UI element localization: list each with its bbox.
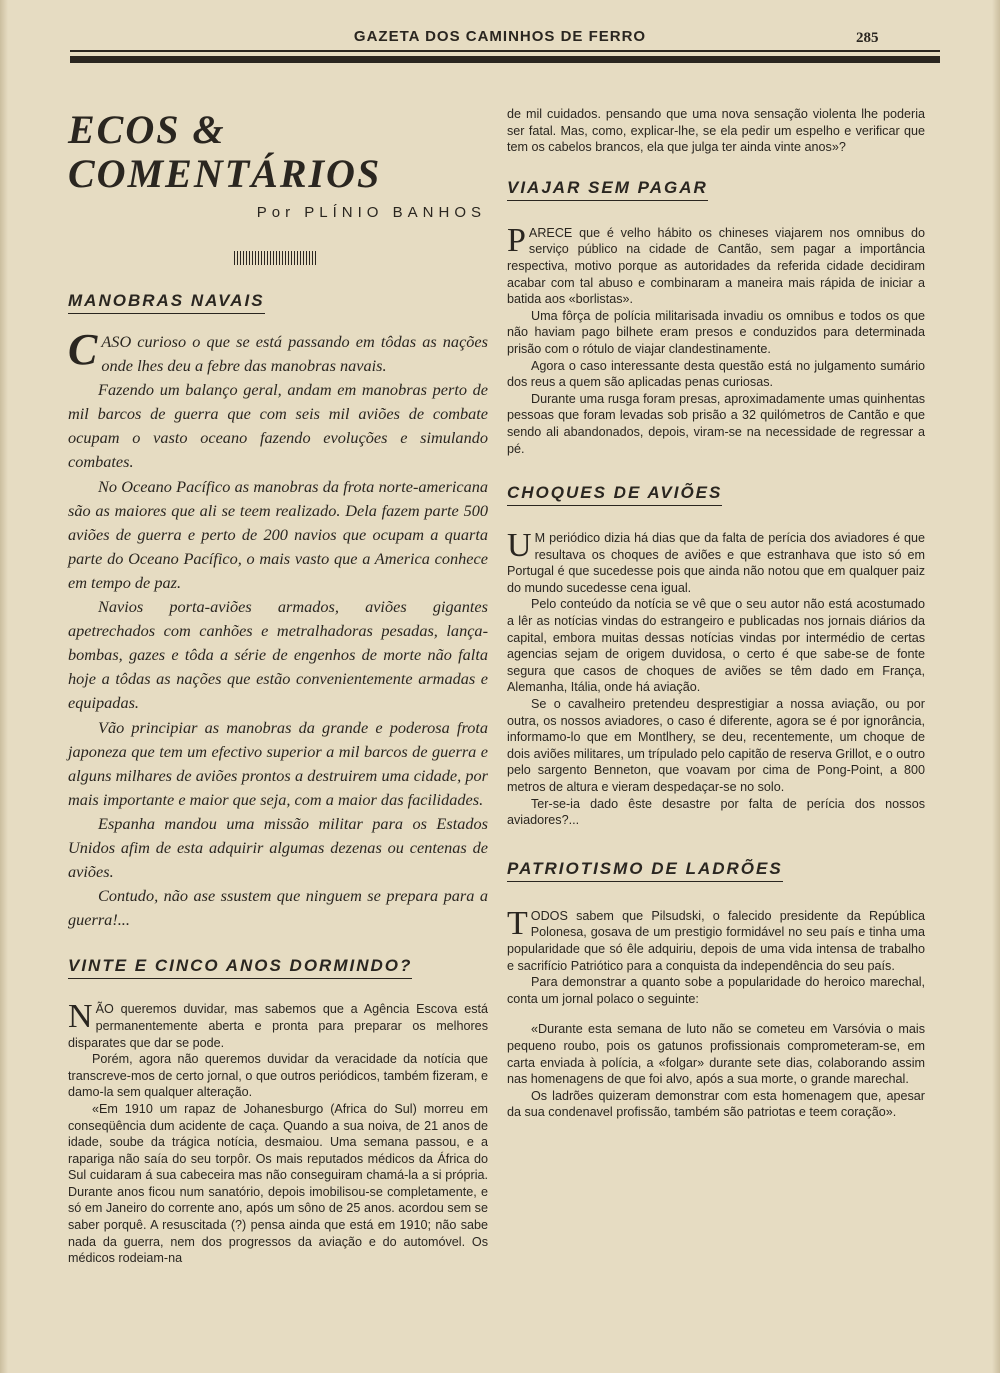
right-column [507,106,925,1121]
paragraph: Durante uma rusga foram presas, aproximadamente umas quinhentas pessoas que foram levadas sob prisão a 32 quilómetros de Cantão e que sendo ali abandonados, depois, viram-se na necessidade de regressar a pé. [507,391,925,456]
paragraph: Fazendo um balanço geral, andam em manobras perto de mil barcos de guerra que com seis mil aviões de combate ocupam o vasto oceano fazendo evoluções e simulando combates. [68,380,488,472]
decorative-ornament [234,251,318,265]
paragraph: «Durante esta semana de luto não se cometeu em Varsóvia o mais pequeno roubo, pois os gatunos profissionais comprometeram-se, em carta enviada à polícia, a «folgar» durante sete dias, colaborando assim nas homenagens de que foi alvo, após a sua morte, o grande marechal. [507,1022,925,1087]
drop-cap: N [68,998,93,1036]
drop-cap: T [507,904,528,942]
section-heading-patriotismo: PATRIOTISMO DE LADRÕES [507,859,783,882]
page-number: 285 [856,30,879,46]
paragraph: TODOS sabem que Pilsudski, o falecido presidente da República Polonesa, gosava de um prestigio formidável no seu país e tinha uma popularidade que só êle adquiriu, depois de uma vida intensa de trabalho e sacrifício Patriótico para a conquista da independência do seu país. [507,904,925,973]
paragraph: Contudo, não ase ssustem que ninguem se prepara para a guerra!... [68,886,488,930]
paragraph: CASO curioso o que se está passando em tôdas as nações onde lhes deu a febre das manobras navais. [68,325,488,376]
page-edge-shade-right [992,0,1000,1373]
drop-cap: P [507,221,526,259]
paragraph: Espanha mandou uma missão militar para os Estados Unidos afim de esta adquirir algumas dezenas ou centenas de aviões. [68,813,488,882]
paragraph: No Oceano Pacífico as manobras da frota norte-americana são as maiores que ali se teem realizado. Dela fazem parte 500 aviões de guerra e perto de 200 navios que ocupam a quarta parte do Oceano Pacífico, o mais vasto que a America conhece em tempo de paz. [68,476,488,592]
article-title: ECOS & COMENTÁRIOS [68,107,382,196]
section-heading-choques: CHOQUES DE AVIÕES [507,483,722,506]
header-rule-thick [70,56,940,63]
paragraph: Para demonstrar a quanto sobe a popularidade do heroico marechal, conta um jornal polaco o seguinte: [507,975,925,1006]
section-body-patriotismo [507,904,925,1121]
paragraph: NÃO queremos duvidar, mas sabemos que a Agência Escova está permanentemente aberta e pronta para preparar os melhores disparates que dar se pode. [68,998,488,1050]
drop-cap: U [507,527,532,565]
paragraph: Se o cavalheiro pretendeu desprestigiar a nossa aviação, ou por outra, os nossos aviadores, o caso é diferente, agora se é por ignorância, informamo-lo que em Montlhery, se deu, recentemente, um choque de dois aviões militares, um trípulado pelo capitão de reserva Grillot, e o outro pelo sargento Benneton, que voavam por cima de Pong-Point, a 800 metros de altura e vieram despedaçar-se no solo. [507,697,925,794]
paragraph: «Em 1910 um rapaz de Johanesburgo (Africa do Sul) morreu em conseqüência dum acidente de caça. Quando a sua noiva, de 21 anos de idade, soube da trágica notícia, desmaiou. Uma semana passou, e a rapariga não saía do seu torpôr. Os mais reputados médicos da África do Sul cuidaram á sua cabeceira mas não conseguiram chamá-la a si própria. Durante anos ficou num sanatório, depois imobilisou-se completamente, e só em Janeiro do corrente ano, após um sôno de 25 anos. acordou sem se saber porquê. A resuscitada (?) pensa ainda que está em 1910; não sabe nada da guerra, nem dos progressos da aviação e do automóvel. Os médicos rodeiam-na [68,1101,488,1266]
paragraph: Os ladrões quizeram demonstrar com esta homenagem que, apesar da sua condenavel profissão, também são patriotas e teem coração». [507,1088,925,1120]
paragraph: Navios porta-aviões armados, aviões gigantes apetrechados com canhões e metralhadoras pesadas, lança-bombas, gazes e tôda a série de engenhos de morte não falta hoje a tôdas as nações que estão convenientemente armadas e equipadas. [68,597,488,713]
paragraph: Uma fôrça de polícia militarisada invadiu os omnibus e todos os que não haviam pago bilhete eram presos e conduzidos para determinada prisão com o rótulo de viajar clandestinamente. [507,308,925,356]
paragraph: Agora o caso interessante desta questão está no julgamento sumário dos reus a quem são aplicadas penas curiosas. [507,358,925,390]
drop-cap: C [68,325,98,374]
header-rule-thin [70,50,940,52]
section-body-manobras [68,325,488,932]
paragraph: Pelo conteúdo da notícia se vê que o seu autor não está acostumado a lêr as notícias vindas do estrangeiro e publicadas nos jornais diários da capital, embora muitas dessas notícias vindas por intermédio de certas agencias sejam de origem duvidosa, o certo é que sabe-se de fonte segura que casos de choques de aviões se têm dado em França, Alemanha, Itália, onde há aviação. [507,597,925,695]
section-heading-manobras: MANOBRAS NAVAIS [68,291,265,314]
section-body-viajar [507,221,925,457]
page-edge-shade-left [0,0,8,1373]
paragraph: PARECE que é velho hábito os chineses viajarem nos omnibus do serviço público na cidade de Cantão, sem pagar a importância respectiva, motivo porque as autoridades da referida cidade decidiram acabar com tal abuso e combinaram a maneira mais rápida de iniciar a batida aos «borlistas». [507,221,925,307]
left-column [68,108,488,1267]
paragraph: Ter-se-ia dado êste desastre por falta de perícia dos nossos aviadores?... [507,796,925,828]
paragraph: Porém, agora não queremos duvidar da veracidade da notícia que transcreve-mos de certo jornal, o que outros periódicos, também fizeram, e damo-la sem qualquer alteração. [68,1052,488,1100]
paragraph: Vão principiar as manobras da grande e poderosa frota japoneza que tem um efectivo superior a mil barcos de guerra e alguns milhares de aviões prontos a destruirem uma cidade, por mais importante e maior que seja, com a maior das facilidades. [68,717,488,809]
section-body-vinte [68,998,488,1267]
section-heading-vinte: VINTE E CINCO ANOS DORMINDO? [68,956,412,979]
section-body-choques [507,527,925,829]
paragraph: de mil cuidados. pensando que uma nova sensação violenta lhe poderia ser fatal. Mas, como, explicar-lhe, se ela pedir um espelho e verificar que tem os cabelos brancos, ela que julga ter ainda vinte anos»? [507,107,925,155]
paragraph: U M periódico dizia há dias que da falta de perícia dos aviadores é que resultava os choques de aviões e que estranhava que isto só em Portugal é que sucedesse pois que ainda não notou que em qualquer paiz do mundo sucedesse cena igual. [507,527,925,595]
publication-title: GAZETA DOS CAMINHOS DE FERRO [353,28,647,45]
section-body-vinte-continued [507,106,925,156]
byline: Por PLÍNIO BANHOS [256,204,486,221]
section-heading-viajar: VIAJAR SEM PAGAR [507,178,708,201]
